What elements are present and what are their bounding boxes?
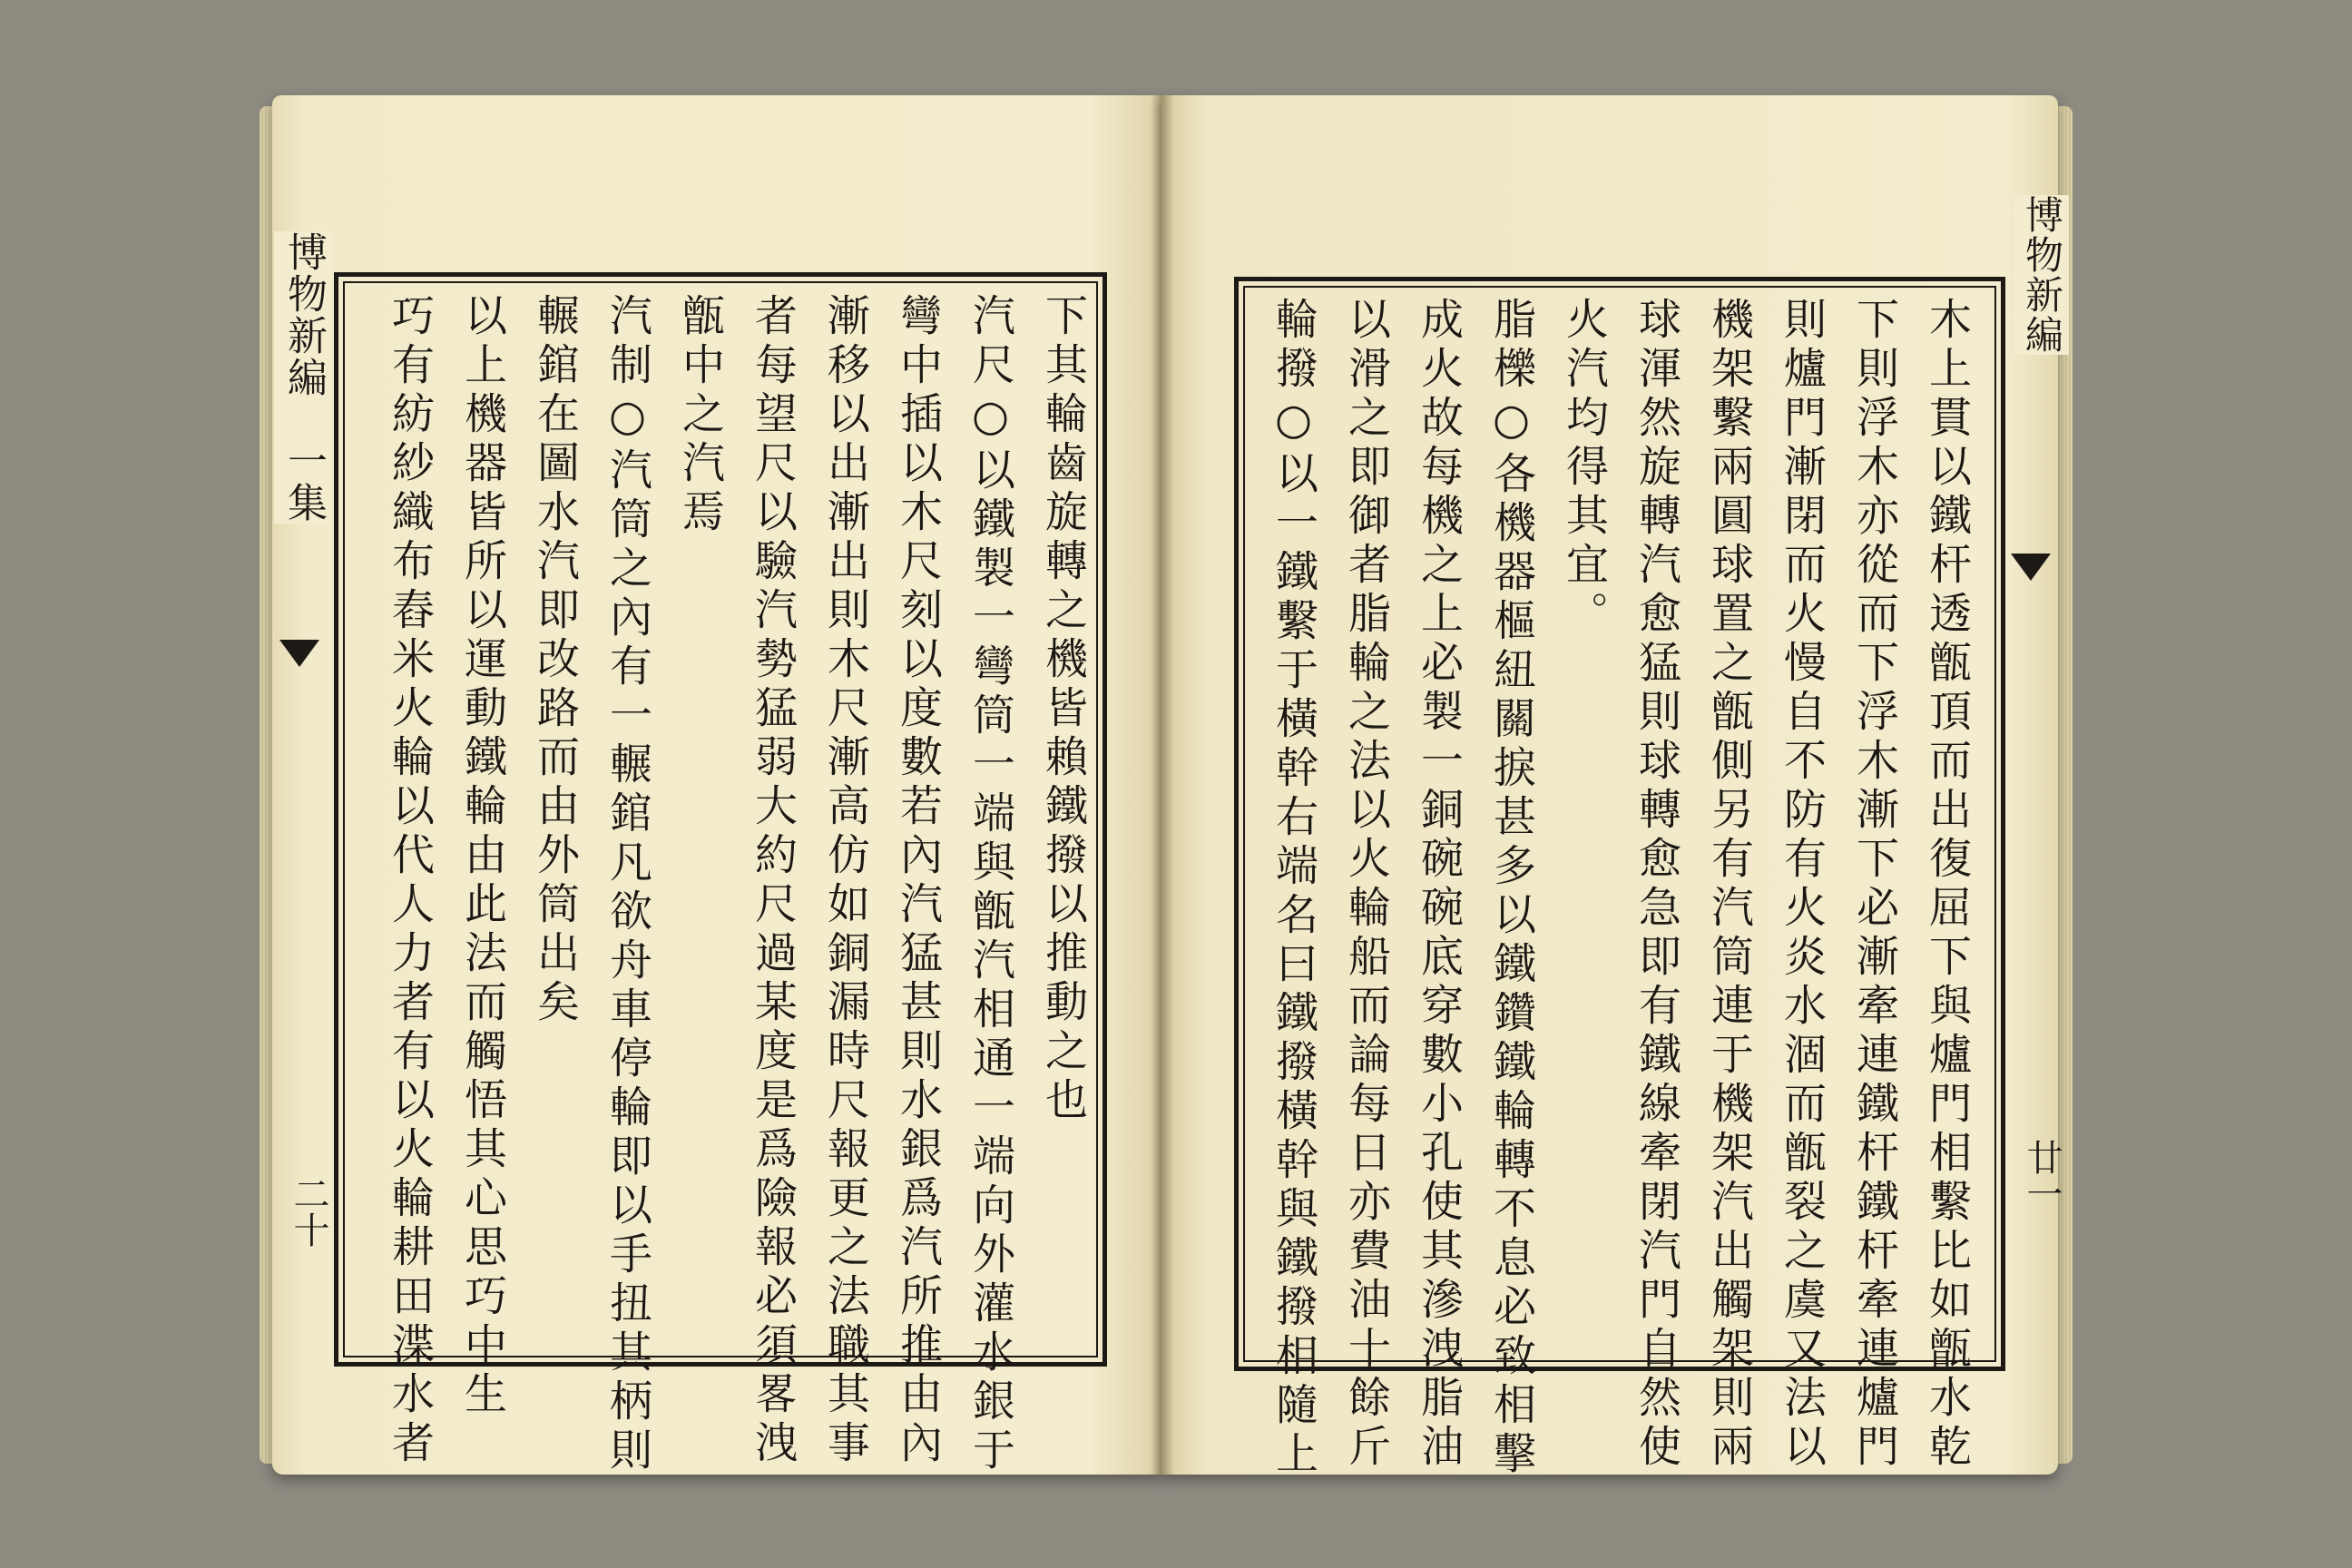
- text-column: 者每望尺以驗汽勢猛弱大約尺過某度是爲險報必須畧洩: [748, 293, 798, 1469]
- text-column: 球渾然旋轉汽愈猛則球轉愈急即有鐵線牽閉汽門自然使: [1632, 297, 1681, 1473]
- text-column: 以滑之即御者脂輪之法以火輪船而論每日亦費油十餘斤: [1341, 297, 1391, 1473]
- left-page: [272, 95, 1161, 1475]
- right-page: [1161, 95, 2064, 1480]
- book-gutter: [1151, 95, 1174, 1475]
- text-column: 汽尺○以鐵製一彎筒一端與甑汽相通一端向外灌水銀于: [965, 293, 1015, 1476]
- fold-mark-icon: [2011, 554, 2051, 581]
- open-book: [272, 95, 2064, 1480]
- text-column: 輪撥○以一鐵繫于橫幹右端名曰鐵撥橫幹與鐵撥相隨上: [1269, 297, 1318, 1480]
- text-column: 火汽均得其宜。: [1559, 297, 1609, 640]
- text-column: 機架繫兩圓球置之甑側另有汽筒連于機架汽出觸架則兩: [1704, 297, 1754, 1473]
- left-margin-title: 博物新編 一集: [274, 231, 332, 524]
- text-column: 以上機器皆所以運動鐵輪由此法而觸悟其心思巧中生: [457, 293, 507, 1420]
- text-column: 則爐門漸閉而火慢自不防有火炎水涸而甑裂之虞又法以: [1777, 297, 1827, 1473]
- fold-mark-icon: [279, 640, 319, 667]
- text-column: 漸移以出漸出則木尺漸高仿如銅漏時尺報更之法職其事: [820, 293, 870, 1469]
- text-column: 甑中之汽焉: [675, 293, 725, 538]
- text-column: 下其輪齒旋轉之機皆賴鐵撥以推動之也: [1038, 293, 1088, 1126]
- text-column: 汽制○汽筒之內有一輾錧凡欲舟車停輪即以手扭其柄則: [603, 293, 652, 1476]
- left-folio: 二十: [288, 1175, 329, 1248]
- text-column: 脂櫟○各機器樞紐關捩甚多以鐵鑽鐵輪轉不息必致相擊: [1486, 297, 1536, 1480]
- text-column: 彎中插以木尺刻以度數若內汽猛甚則水銀爲汽所推由內: [893, 293, 943, 1469]
- right-margin-title: 博物新編: [2014, 195, 2069, 355]
- text-column: 成火故每機之上必製一銅碗碗底穿數小孔使其滲洩脂油: [1414, 297, 1464, 1473]
- text-column: 下則浮木亦從而下浮木漸下必漸牽連鐵杆鐵杆牽連爐門: [1849, 297, 1899, 1473]
- text-column: 木上貫以鐵杆透甑頂而出復屈下與爐門相繫比如甑水乾: [1922, 297, 1972, 1473]
- text-column: 輾錧在圖水汽即改路而由外筒出矣: [530, 293, 580, 1028]
- right-folio: 廿一: [2021, 1139, 2063, 1211]
- text-column: 巧有紡紗織布舂米火輪以代人力者有以火輪耕田渫水者: [385, 293, 435, 1469]
